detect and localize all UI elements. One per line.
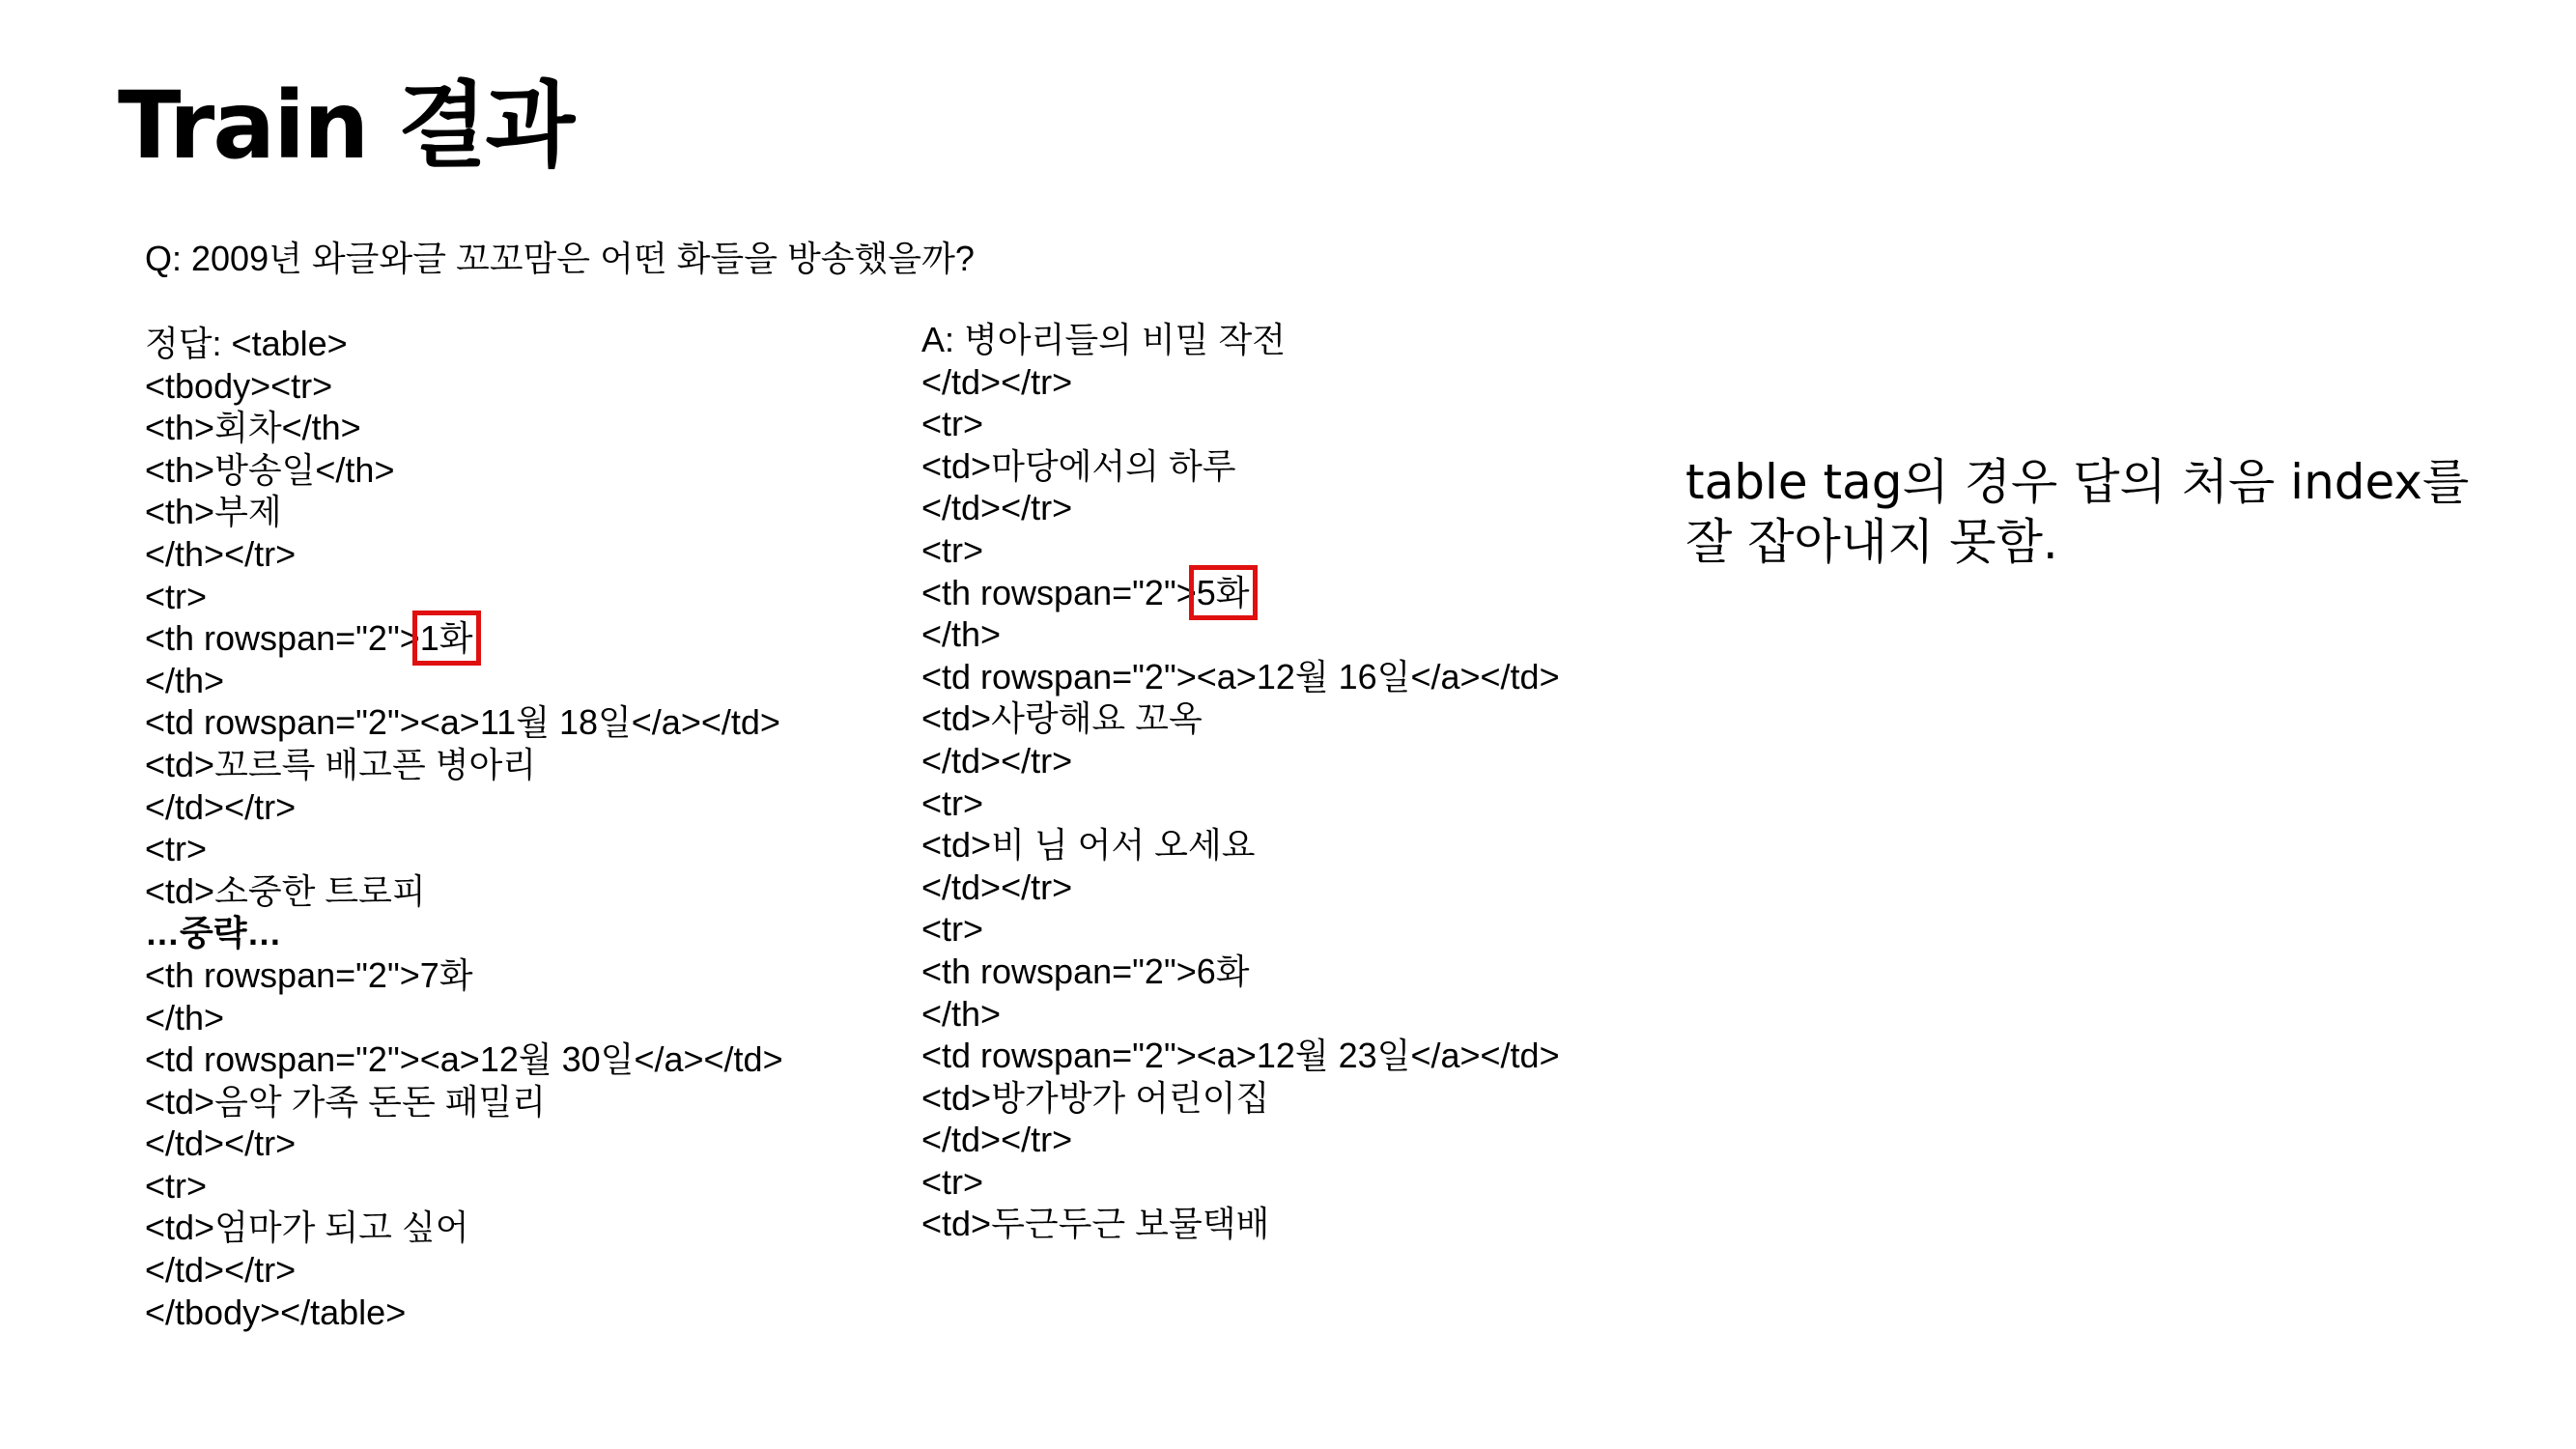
code-line: </td></tr>	[145, 1123, 297, 1164]
code-line: <td>비 님 어서 오세요	[921, 825, 1256, 866]
code-line-prefix: <th rowspan="2">	[145, 618, 420, 659]
code-line: </tbody></table>	[145, 1292, 407, 1332]
code-line: <th>방송일</th>	[145, 449, 395, 490]
code-line: <tr>	[921, 1161, 984, 1202]
code-line: </td></tr>	[921, 361, 1073, 402]
code-line: <td>사랑해요 꼬옥	[921, 698, 1203, 739]
code-line: </td></tr>	[921, 740, 1073, 781]
code-line: 정답: <table>	[145, 324, 348, 363]
code-line: <tr>	[145, 576, 208, 616]
code-line: <th rowspan="2">6화	[921, 951, 1250, 991]
code-line: <td rowspan="2"><a>12월 16일</a></td>	[921, 656, 1560, 696]
code-line: A: 병아리들의 비밀 작전	[921, 320, 1287, 359]
code-line: </td></tr>	[921, 1120, 1073, 1160]
code-line: <tr>	[921, 404, 984, 444]
code-line: <th rowspan="2">7화	[145, 954, 473, 995]
code-line: <td rowspan="2"><a>11월 18일</a></td>	[145, 702, 780, 743]
omitted-marker: …중략…	[145, 913, 282, 953]
code-line: <tr>	[921, 909, 984, 950]
code-line: <tr>	[145, 829, 208, 869]
code-line: <tbody><tr>	[145, 365, 333, 406]
highlighted-answer-start: 1화	[419, 618, 473, 659]
code-line: <tr>	[145, 1165, 208, 1206]
question-text: Q: 2009년 와글와글 꼬꼬맘은 어떤 화들을 방송했을까?	[145, 239, 975, 278]
code-line: </td></tr>	[921, 867, 1073, 907]
code-line: <td>마당에서의 하루	[921, 445, 1236, 486]
code-line: </th></tr>	[145, 533, 297, 574]
code-line: </td></tr>	[145, 786, 297, 827]
code-line: </th>	[921, 993, 1002, 1034]
code-line: </td></tr>	[921, 488, 1073, 528]
code-line: <tr>	[921, 529, 984, 570]
prediction-code-block	[921, 319, 1560, 1245]
code-line: <td>엄마가 되고 싶어	[145, 1208, 469, 1248]
note-line: table tag의 경우 답의 처음 index를	[1685, 454, 2470, 510]
code-line: <th>부제	[145, 492, 282, 532]
code-line: <td>두근두근 보물택배	[921, 1204, 1270, 1244]
code-line: <td>꼬르륵 배고픈 병아리	[145, 744, 537, 784]
code-line-with-highlight	[921, 572, 1560, 614]
code-line: </th>	[145, 997, 225, 1037]
code-line: </th>	[145, 660, 225, 700]
code-line: <td>음악 가족 돈돈 패밀리	[145, 1081, 547, 1122]
code-line: <td>소중한 트로피	[145, 870, 426, 911]
highlighted-predicted-start: 5화	[1196, 572, 1250, 612]
code-line: </th>	[921, 614, 1002, 655]
observation-note	[1685, 452, 2535, 572]
code-line: <th>회차</th>	[145, 408, 361, 448]
answer-code-block	[145, 323, 783, 1333]
code-line: <td rowspan="2"><a>12월 23일</a></td>	[921, 1036, 1560, 1076]
slide-title: Train 결과	[118, 71, 574, 180]
code-line: </td></tr>	[145, 1250, 297, 1291]
note-line: 잘 잡아내지 못함.	[1685, 514, 2058, 570]
code-line-prefix: <th rowspan="2">	[921, 572, 1197, 612]
code-line: <tr>	[921, 782, 984, 823]
code-line: <td>방가방가 어린이집	[921, 1077, 1270, 1118]
code-line-with-highlight	[145, 617, 783, 660]
code-line: <td rowspan="2"><a>12월 30일</a></td>	[145, 1039, 783, 1080]
